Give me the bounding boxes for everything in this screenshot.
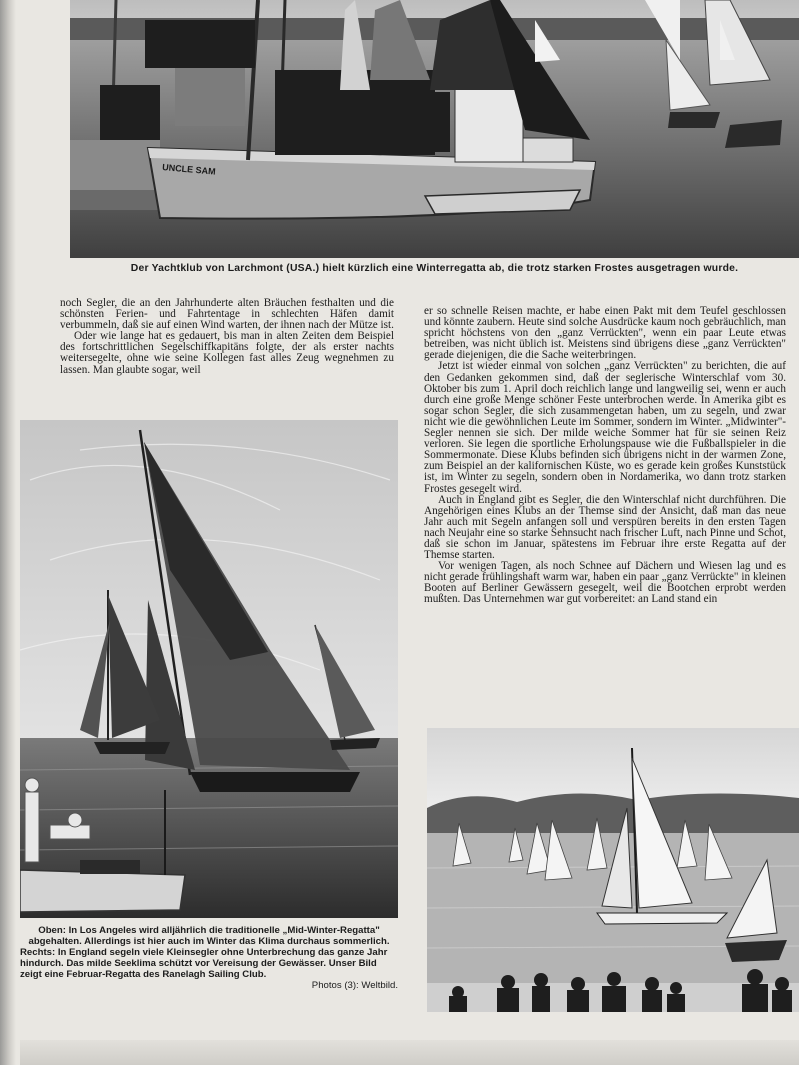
page-edge (0, 0, 16, 1065)
paragraph: Vor wenigen Tagen, als noch Schnee auf Dächern und Wiesen lag und es nicht gerade frühlingshaft warm war, haben ein paar „ganz Verrückte" in kleinen Booten auf Berliner Gewässern gesegelt, weil die Bootchen erprobt werden mußten. Das Unternehmen war gut vorbereitet: an Land stand ein (424, 560, 786, 606)
paragraph: Oder wie lange hat es gedauert, bis man in alten Zeiten dem Beispiel des fortschrittlichen Segelschiffkapitäns folgte, der als erster nachts weitersegelte, ohne wie seine Kollegen fast alles Zeug wegnehmen zu lassen. Man glaubte sogar, weil (60, 330, 394, 376)
boat-name-label: UNCLE SAM (161, 162, 216, 177)
photo-credit: Photos (3): Weltbild. (311, 980, 398, 991)
caption-top: Der Yachtklub von Larchmont (USA.) hielt kürzlich eine Winterregatta ab, die trotz starken Frostes ausgetragen wurde. (130, 263, 739, 274)
photo-larchmont-regatta (70, 0, 799, 258)
photo-ranelagh-regatta (427, 728, 799, 1012)
article-column-left (60, 298, 394, 376)
photo-los-angeles-regatta (20, 420, 398, 918)
paragraph: er so schnelle Reisen machte, er habe einen Pakt mit dem Teufel geschlossen und könnte zaubern. Heute sind solche Ausdrücke kaum noch gebräuchlich, man spricht höchstens von den „ganz Verrückten", wenn ein paar Leute etwas betreiben, was nicht üblich ist. Meistens sind übrigens diese „ganz Verrückten" gerade diejenigen, die die Sache weiterbringen. (424, 305, 786, 362)
paragraph: Jetzt ist wieder einmal von solchen „ganz Verrückten" zu berichten, die auf den Gedanken gekommen sind, daß der seglerische Winterschlaf vom 30. Oktober bis zum 1. April doch reichlich lange und langweilig sei, wenn er auch durch eine große Menge schöner Feste unterbrochen werde. In Amerika gibt es sogar schon Segler, die sich zusammengetan haben, um zu segeln, und zwar nicht wie die gewöhnlichen Leute im Sommer, sondern im Winter. „Midwinter"-Segler nennen sie sich. Der milde weiche Sommer hat für sie seinen Reiz verloren. Sie legen die sportliche Erholungspause wie die Fußballspieler in die Sommermonate. Diese Klubs befinden sich übrigens nicht in der warmen Zone, zum Beispiel an der kalifornischen Küste, wo es gerade kein großes Kunststück ist, im Winter zu segeln, sondern oben in Nordamerika, wo dann trotz starken Frostes gesegelt wird. (424, 360, 786, 495)
caption-england: Rechts: In England segeln viele Kleinsegler ohne Unterbrechung das ganze Jahr hindurch. Das milde Seeklima schützt vor Vereisung der Gewässer. Unser Bild zeigt eine Februar-Regatta des Ranelagh Sailing Club. (20, 947, 388, 980)
article-column-right (424, 306, 786, 606)
page-bottom-edge (20, 1040, 799, 1065)
paragraph: noch Segler, die an den Jahrhunderte alten Bräuchen festhalten und die schönsten Ferien- und Fahrtentage in schlechten Häfen damit verbummeln, daß sie auf einen Wind warten, der ihnen nach der Mütze ist. (60, 297, 394, 332)
caption-bottom (20, 925, 398, 991)
caption-los-angeles: Oben: In Los Angeles wird alljährlich die traditionelle „Mid-Winter-Regatta" abgehalten. Allerdings ist hier auch im Winter das Klima durchaus sommerlich. (28, 925, 390, 947)
paragraph: Auch in England gibt es Segler, die den Winterschlaf nicht durchführen. Die Angehörigen eines Klubs an der Themse sind der Ansicht, daß man das neue Jahr auch mit Segeln anfangen soll und verspüren bereits in den ersten Tagen nach Neujahr eine so starke Sehnsucht nach frischer Luft, nach Pinne und Schot, daß sie schon im Januar, spätestens im Februar ihre erste Regatta auf der Themse starten. (424, 493, 786, 562)
